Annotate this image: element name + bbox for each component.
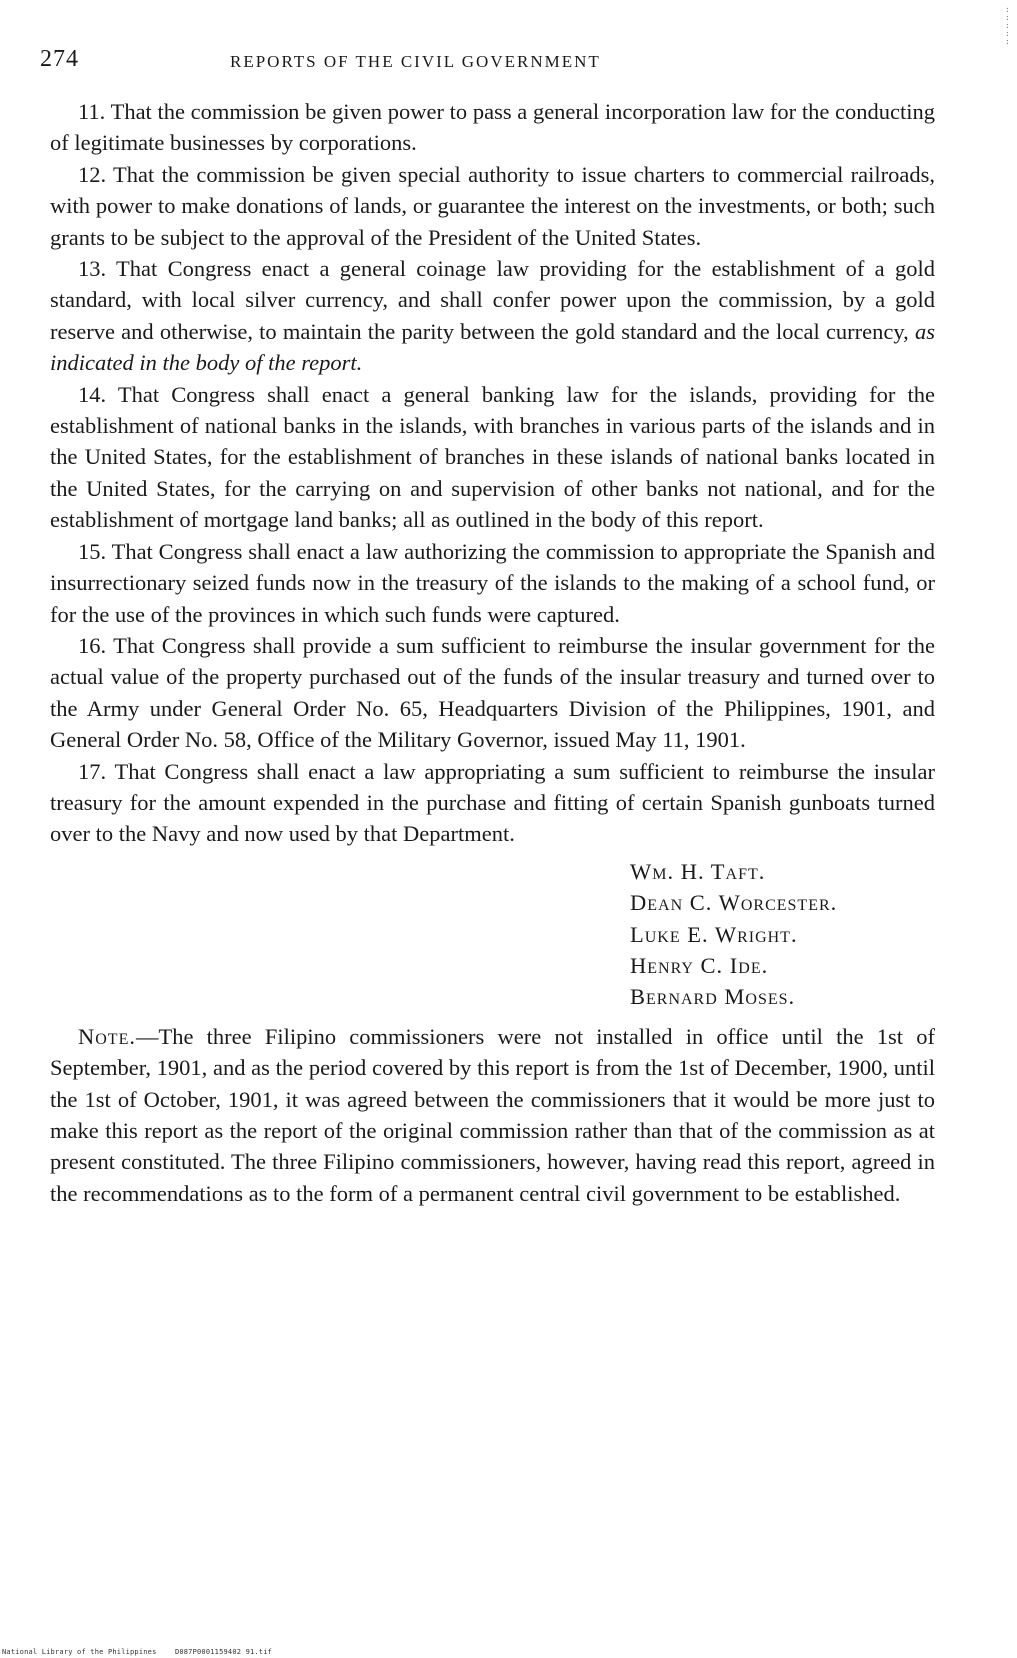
recommendation-13-text: 13. That Congress enact a general coinage law providing for the establishment of a gold standard, with local silver currency, and shall confer power upon the commission, by a gold reserve and otherwise, to maintain the parity between the gold standard and the local currency, [50,256,935,344]
note-paragraph [50,1021,935,1209]
recommendation-17: 17. That Congress shall enact a law appropriating a sum sufficient to reimburse the insular treasury for the amount expended in the purchase and fitting of certain Spanish gunboats turned over to the Navy and now used by that Department. [50,758,935,847]
recommendation-15: 15. That Congress shall enact a law authorizing the commission to appropriate the Spanish and insurrectionary seized funds now in the treasury of the islands to the making of a school fund, or for the use of the provinces in which such funds were captured. [50,538,935,627]
recommendation-14: 14. That Congress shall enact a general banking law for the islands, providing for the establishment of national banks in the islands, with branches in various parts of the islands and in the United States, for the establishment of branches in these islands of national banks located in the United States, for the carrying on and supervision of other banks not national, and for the establishment of mortgage land banks; all as outlined in the body of this report. [50,381,935,533]
signatory-ide: Henry C. Ide. [630,952,769,978]
signatory-taft: Wm. H. Taft. [630,858,766,884]
note-label: Note. [78,1023,136,1049]
recommendation-12: 12. That the commission be given special authority to issue charters to commercial railroads, with power to make donations of lands, or guarantee the interest on the investments, or both; such grants to be subject to the approval of the President of the United States. [50,161,935,250]
signature-block [50,856,935,1013]
note-text: —The three Filipino commissioners were not installed in office until the 1st of September, 1901, and as the period covered by this report is from the 1st of December, 1900, until the 1st of October, 1901, it was agreed between the commissioners that it would be more just to make this report as the report of the original commission rather than that of the commission as at present constituted. The three Filipino commissioners, however, having read this report, agreed in the recommendations as to the form of a permanent central civil government to be established. [50,1023,935,1206]
signatory-moses: Bernard Moses. [630,984,796,1010]
signatory-wright: Luke E. Wright. [630,921,798,947]
footer-library: National Library of the Philippines [2,1648,157,1656]
body-text [50,96,935,1209]
running-title: REPORTS OF THE CIVIL GOVERNMENT [230,52,601,71]
recommendation-16: 16. That Congress shall provide a sum sufficient to reimburse the insular government for the actual value of the property purchased out of the funds of the insular treasury and turned over to the Army under General Order No. 65, Headquarters Division of the Philippines, 1901, and General Order No. 58, Office of the Military Governor, issued May 11, 1901. [50,632,935,753]
signatory-worcester: Dean C. Worcester. [630,890,838,916]
page-header [40,46,940,80]
recommendation-11: 11. That the commission be given power to pass a general incorporation law for the conducting of legitimate businesses by corporations. [50,99,935,156]
scan-footer [2,1648,272,1656]
recommendation-13 [50,253,935,379]
page-number: 274 [40,46,79,72]
footer-file-id: D087P0001159402 91.tif [174,1648,273,1656]
scan-edge-marks: : : : : : [1005,5,1010,46]
recommendation-13-italic: as indicated in the body of the report. [50,318,935,376]
